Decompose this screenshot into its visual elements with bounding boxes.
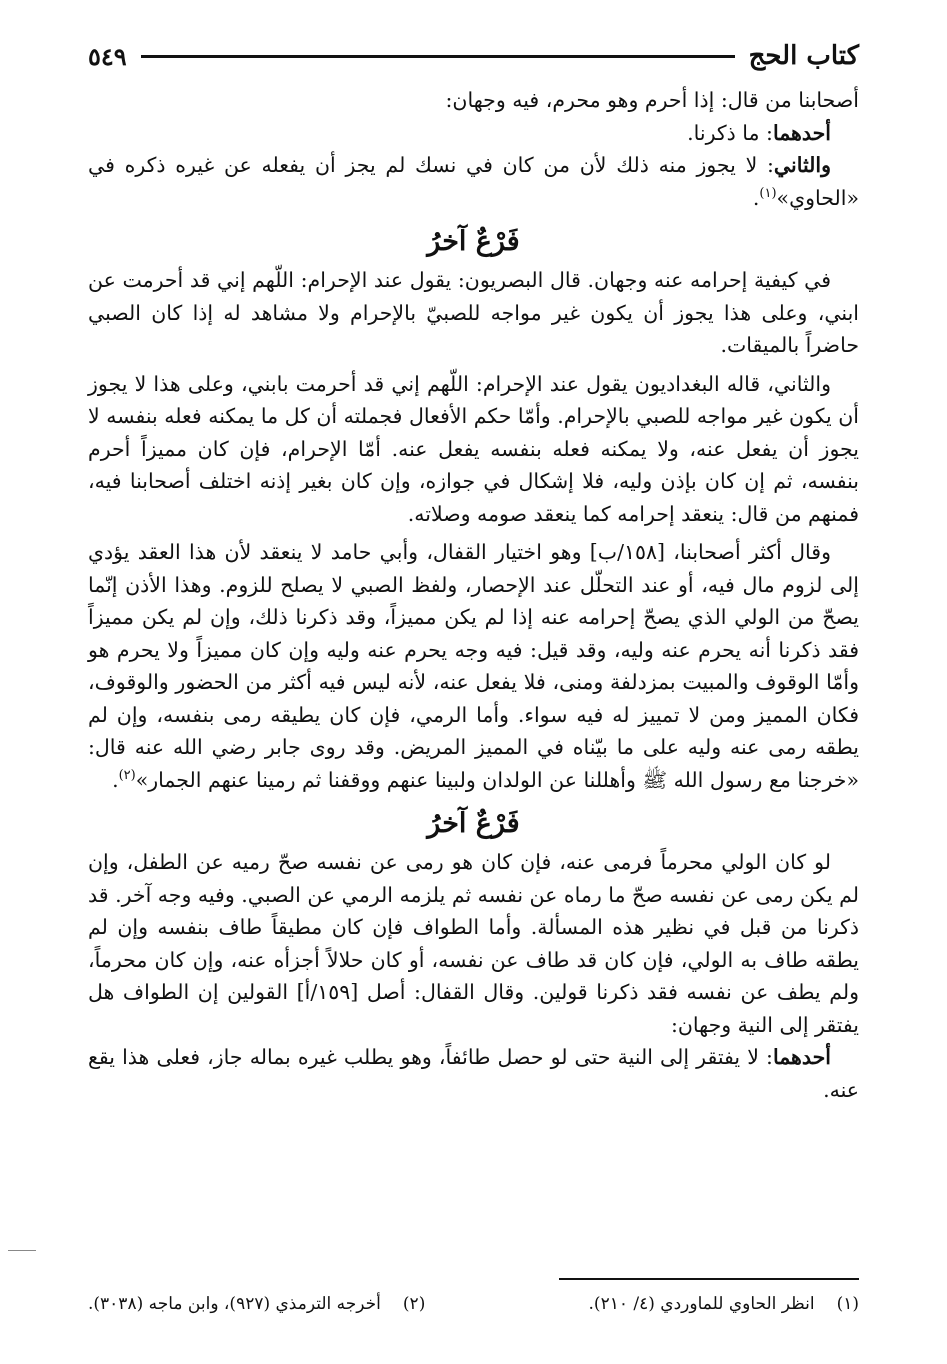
paragraph-end: .: [752, 185, 760, 210]
footnote-number: (١): [836, 1294, 859, 1314]
page-number: ٥٤٩: [88, 41, 127, 71]
paragraph: [88, 117, 859, 150]
paragraph: [88, 536, 859, 796]
paragraph: [88, 1041, 859, 1106]
footnote: [88, 1290, 425, 1318]
book-title: كتاب الحج: [748, 41, 859, 71]
footnote-number: (٢): [402, 1294, 426, 1314]
paragraph-text: : ما ذكرنا.: [687, 120, 773, 145]
footnote-text: أخرجه الترمذي (٩٢٧)، وابن ماجه (٣٠٣٨).: [88, 1294, 381, 1314]
footnote-text: انظر الحاوي للماوردي (٤/ ٢١٠).: [588, 1294, 815, 1314]
footnote-ref: (١): [759, 185, 777, 201]
paragraph-end: .: [112, 767, 119, 792]
paragraph: [88, 149, 859, 214]
paragraph-text: : لا يفتقر إلى النية حتى لو حصل طائفاً، وهو يطلب غيره بماله جاز، فعلى هذا يقع عنه.: [88, 1045, 859, 1102]
paragraph: والثاني، قاله البغداديون يقول عند الإحرام: اللّهم إني قد أحرمت بابني، وعلى هذا لا يجوز أن يكون غير مواجه للصبي بالإحرام. وأمّا حكم الأفعال فجملته أن كل ما يمكنه فعله بنفسه لا يجوز أن يفعل عنه، ولا يمكنه فعله بنفسه يفعل عنه. أمّا الإحرام، فإن كان مميزاً أحرم بنفسه، ثم إن كان بإذن وليه، فلا إشكال في جوازه، وإن كان بغير إذنه اختلف أصحابنا فيه، فمنهم من قال: ينعقد إحرامه كما ينعقد صومه وصلاته.: [88, 371, 859, 526]
paragraph: في كيفية إحرامه عنه وجهان. قال البصريون: يقول عند الإحرام: اللّهم إني قد أحرمت عن ابني، وعلى هذا يجوز أن يكون غير مواجه للصبيّ بالإحرام ولا مشاهد له إذا كان الصبي حاضراً بالميقات.: [88, 268, 859, 357]
margin-mark: [8, 1250, 36, 1251]
main-text: [88, 84, 859, 1106]
paragraph-lead: أحدهما: [772, 1045, 831, 1069]
page-header: [88, 36, 859, 76]
section-heading: فَرْعٌ آخرُ: [427, 226, 520, 257]
paragraph-text: وقال أكثر أصحابنا، [١٥٨/ب] وهو اختيار القفال، وأبي حامد لا ينعقد لأن هذا العقد يؤدي إلى لزوم مال فيه، أو عند التحلّل عند الإحصار، ولفظ الصبي لا يصلح للزوم. وهذا الأذن إنّما يصحّ من الولي الذي يصحّ إحرامه عنه إذا لم يكن مميزاً، وقد ذكرنا ذلك، وإن لم يكن مميزاً فقد ذكرنا أنه يحرم عنه وليه، وقد قيل: فيه وجه يحرم عنه وليه وإن كان مميزاً ولا يحرم هو وأمّا الوقوف والمبيت بمزدلفة ومنى، فلا يفعل عنه، لأنه ليس فيه أكثر من الحضور والوقوف، فكان المميز ومن لا تمييز له فيه سواء. وأما الرمي، فإن كان يطيقه رمى بنفسه، وإن لم يطقه رمى عنه وليه على ما بيّناه في المميز المريض. وقد روى جابر رضي الله عنه قال: «خرجنا مع رسول الله ﷺ وأهللنا عن الولدان ولبينا عنهم ووقفنا ثم رمينا عنهم الجمار»: [88, 540, 859, 792]
footnote-rule: [559, 1278, 859, 1280]
paragraph-lead: أحدهما: [772, 120, 831, 145]
paragraph: لو كان الولي محرماً فرمى عنه، فإن كان هو رمى عن نفسه صحّ رميه عن الطفل، وإن لم يكن رمى عن نفسه صحّ ما رماه عن نفسه ثم يلزمه الرمي عن الصبي. وفيه وجه آخر. قد ذكرنا من قبل في نظير هذه المسألة. وأما الطواف فإن كان مطيقاً طاف بنفسه وإن لم يطقه طاف به الولي، فإن كان قد طاف عن نفسه، أو كان حلالاً أجزأه عنه، وإن كان محرماً، ولم يطف عن نفسه فقد ذكرنا قولين. وقال القفال: أصل [١٥٩/أ] القولين إن الطواف هل يفتقر إلى النية وجهان:: [88, 850, 859, 1037]
header-rule: [141, 55, 735, 58]
paragraph-lead: والثاني: [773, 153, 831, 177]
footnote: [589, 1290, 859, 1318]
section-heading: فَرْعٌ آخرُ: [427, 808, 520, 839]
paragraph-text: : لا يجوز منه ذلك لأن من كان في نسك لم يجز أن يفعله عن غيره ذكره في «الحاوي»: [88, 153, 859, 210]
footnotes: [88, 1290, 859, 1318]
footnote-ref: (٢): [118, 767, 136, 783]
paragraph: أصحابنا من قال: إذا أحرم وهو محرم، فيه وجهان:: [445, 88, 859, 112]
